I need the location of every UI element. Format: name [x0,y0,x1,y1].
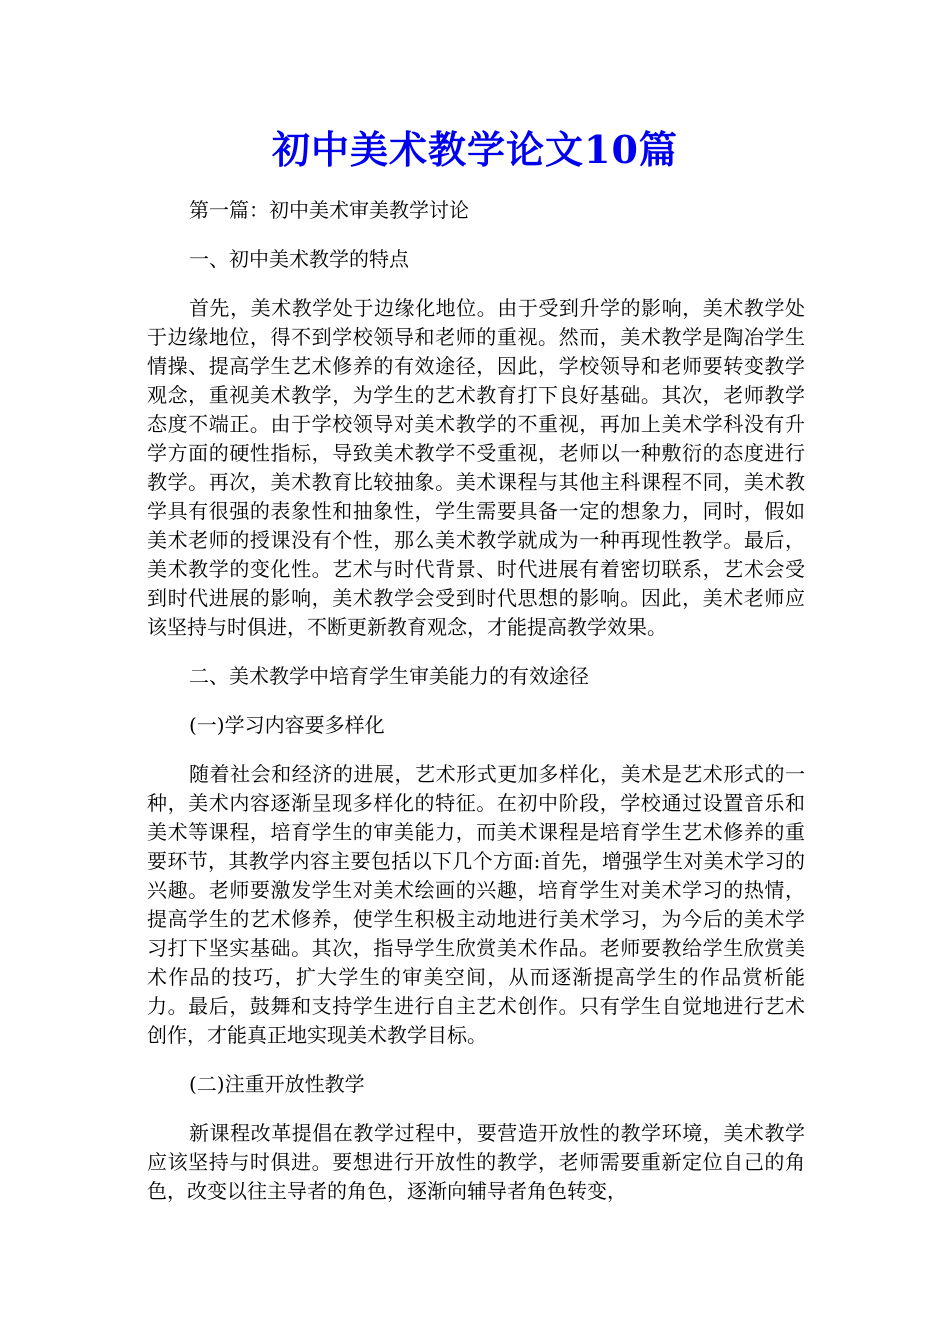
document-body [147,196,805,1206]
section-heading-2: 二、美术教学中培育学生审美能力的有效途径 [189,664,589,688]
article-heading: 第一篇：初中美术审美教学讨论 [189,198,469,222]
section-heading-1: 一、初中美术教学的特点 [189,247,409,271]
subsection-heading-2: (二)注重开放性教学 [189,1072,365,1096]
subsection-heading-1: (一)学习内容要多样化 [189,713,385,737]
paragraph-1: 首先，美术教学处于边缘化地位。由于受到升学的影响，美术教学处于边缘地位，得不到学校领导和老师的重视。然而，美术教学是陶冶学生情操、提高学生艺术修养的有效途径，因此，学校领导和老师要转变教学观念，重视美术教学，为学生的艺术教育打下良好基础。其次，老师教学态度不端正。由于学校领导对美术教学的不重视，再加上美术学科没有升学方面的硬性指标，导致美术教学不受重视，老师以一种敷衍的态度进行教学。再次，美术教育比较抽象。美术课程与其他主科课程不同，美术教学具有很强的表象性和抽象性，学生需要具备一定的想象力，同时，假如美术老师的授课没有个性，那么美术教学就成为一种再现性教学。最后，美术教学的变化性。艺术与时代背景、时代进展有着密切联系，艺术会受到时代进展的影响，美术教学会受到时代思想的影响。因此，美术老师应该坚持与时俱进，不断更新教育观念，才能提高教学效果。 [147,296,805,639]
paragraph-2: 随着社会和经济的进展，艺术形式更加多样化，美术是艺术形式的一种，美术内容逐渐呈现多样化的特征。在初中阶段，学校通过设置音乐和美术等课程，培育学生的审美能力，而美术课程是培育学生艺术修养的重要环节，其教学内容主要包括以下几个方面:首先，增强学生对美术学习的兴趣。老师要激发学生对美术绘画的兴趣，培育学生对美术学习的热情，提高学生的艺术修养，使学生积极主动地进行美术学习，为今后的美术学习打下坚实基础。其次，指导学生欣赏美术作品。老师要教给学生欣赏美术作品的技巧，扩大学生的审美空间，从而逐渐提高学生的作品赏析能力。最后，鼓舞和支持学生进行自主艺术创作。只有学生自觉地进行艺术创作，才能真正地实现美术教学目标。 [147,762,805,1047]
paragraph-3: 新课程改革提倡在教学过程中，要营造开放性的教学环境，美术教学应该坚持与时俱进。要想进行开放性的教学，老师需要重新定位自己的角色，改变以往主导者的角色，逐渐向辅导者角色转变， [147,1121,805,1203]
document-title: 初中美术教学论文10篇 [272,127,678,172]
